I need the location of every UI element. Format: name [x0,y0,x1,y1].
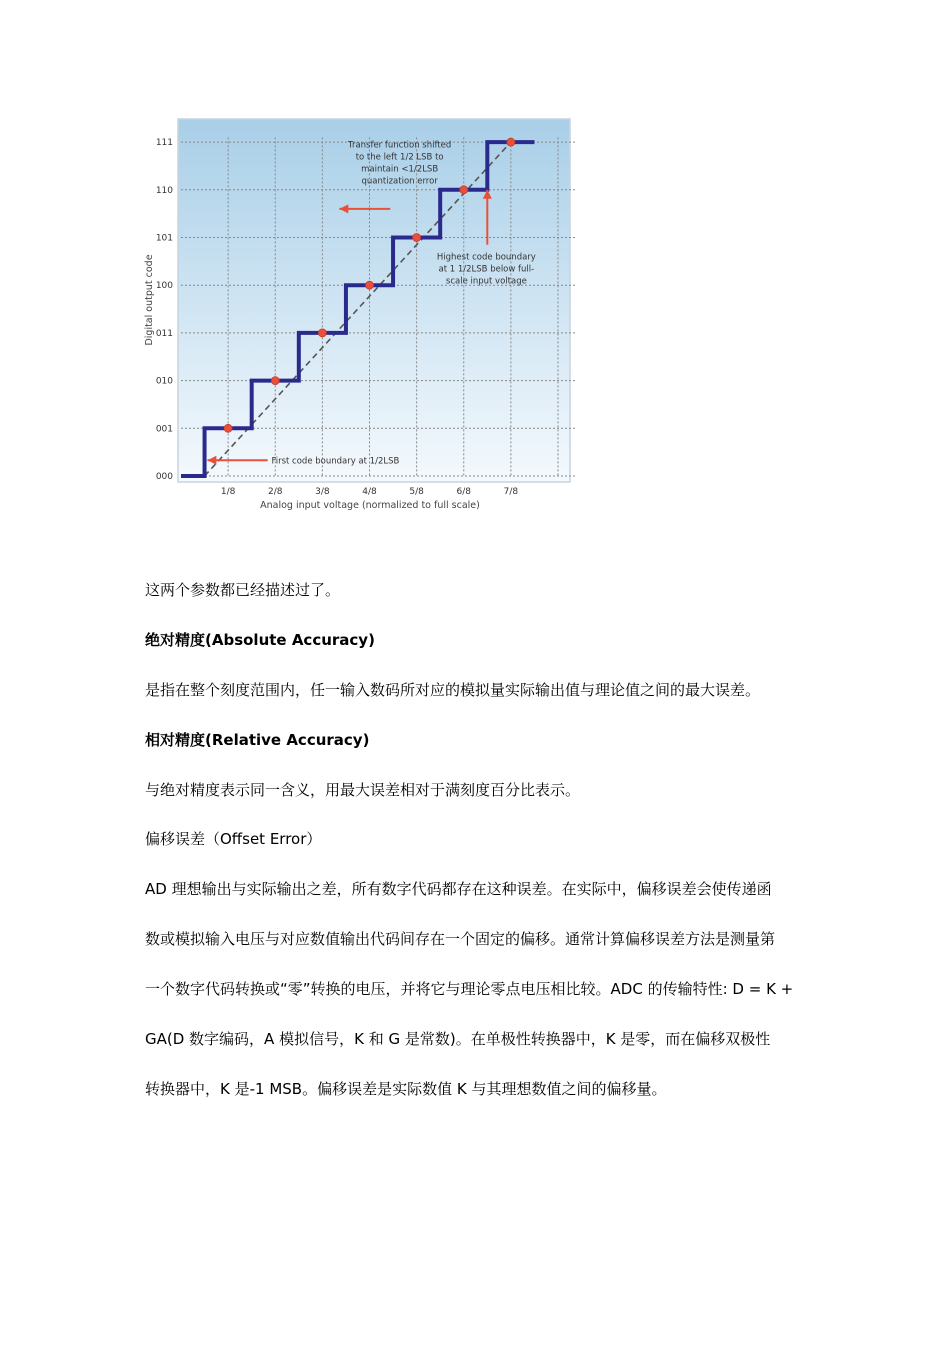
offset-error-line: 一个数字代码转换或“零”转换的电压，并将它与理论零点电压相比较。ADC 的传输特性: D = K + [145,980,794,998]
heading-relative-accuracy: 相对精度(Relative Accuracy) [145,731,370,749]
offset-error-line: AD 理想输出与实际输出之差，所有数字代码都存在这种误差。在实际中，偏移误差会使传递函 [145,880,772,898]
annotation-text: at 1 1/2LSB below full- [438,264,535,275]
transfer-function-figure [140,112,580,517]
annotation-text: Highest code boundary [436,252,536,263]
x-tick-label: 5/8 [409,487,424,497]
annotation-text: First code boundary at 1/2LSB [271,456,400,467]
annotation-text: maintain <1/2LSB [361,164,439,175]
x-tick-labels [221,487,519,497]
transition-marker [271,377,279,385]
y-tick-labels [156,138,173,482]
annotation-text: to the left 1/2 LSB to [355,152,444,163]
y-tick-label: 010 [155,376,173,387]
heading-offset-error: 偏移误差（Offset Error） [145,830,322,848]
x-tick-label: 4/8 [362,487,377,497]
transition-marker [366,281,374,289]
x-tick-label: 1/8 [220,487,236,497]
x-tick-label: 2/8 [268,487,283,497]
absolute-accuracy-text: 是指在整个刻度范围内，任一输入数码所对应的模拟量实际输出值与理论值之间的最大误差。 [145,681,761,699]
annotation-text: Transfer function shifted [348,140,452,151]
heading-absolute-accuracy: 绝对精度(Absolute Accuracy) [145,631,375,649]
transition-marker [413,234,421,242]
y-tick-label: 011 [155,328,173,339]
x-axis-label: Analog input voltage (normalized to full scale) [260,500,480,511]
annotation-text: quantization error [361,176,438,187]
x-tick-label: 7/8 [503,487,519,497]
offset-error-line: 数或模拟输入电压与对应数值输出代码间存在一个固定的偏移。通常计算偏移误差方法是测量第 [145,930,776,948]
y-tick-label: 100 [155,281,173,292]
relative-accuracy-text: 与绝对精度表示同一含义，用最大误差相对于满刻度百分比表示。 [145,781,581,799]
y-axis-label: Digital output code [144,254,155,346]
annotation-text: scale input voltage [445,276,527,287]
y-tick-label: 110 [155,185,173,196]
y-tick-label: 000 [155,472,173,482]
transition-marker [507,138,515,146]
y-tick-label: 111 [155,138,173,149]
offset-error-line: 转换器中，K 是-1 MSB。偏移误差是实际数值 K 与其理想数值之间的偏移量。 [145,1080,667,1098]
x-tick-label: 3/8 [315,487,330,497]
y-tick-label: 001 [155,424,173,435]
transfer-function-chart [140,112,580,517]
x-tick-label: 6/8 [456,487,471,497]
intro-sentence: 这两个参数都已经描述过了。 [145,581,341,599]
transition-marker [318,329,326,337]
offset-error-line: GA(D 数字编码，A 模拟信号，K 和 G 是常数)。在单极性转换器中，K 是零，而在偏移双极性 [145,1030,771,1048]
transition-marker [460,186,468,194]
y-tick-label: 101 [155,233,173,244]
transition-marker [224,424,232,432]
